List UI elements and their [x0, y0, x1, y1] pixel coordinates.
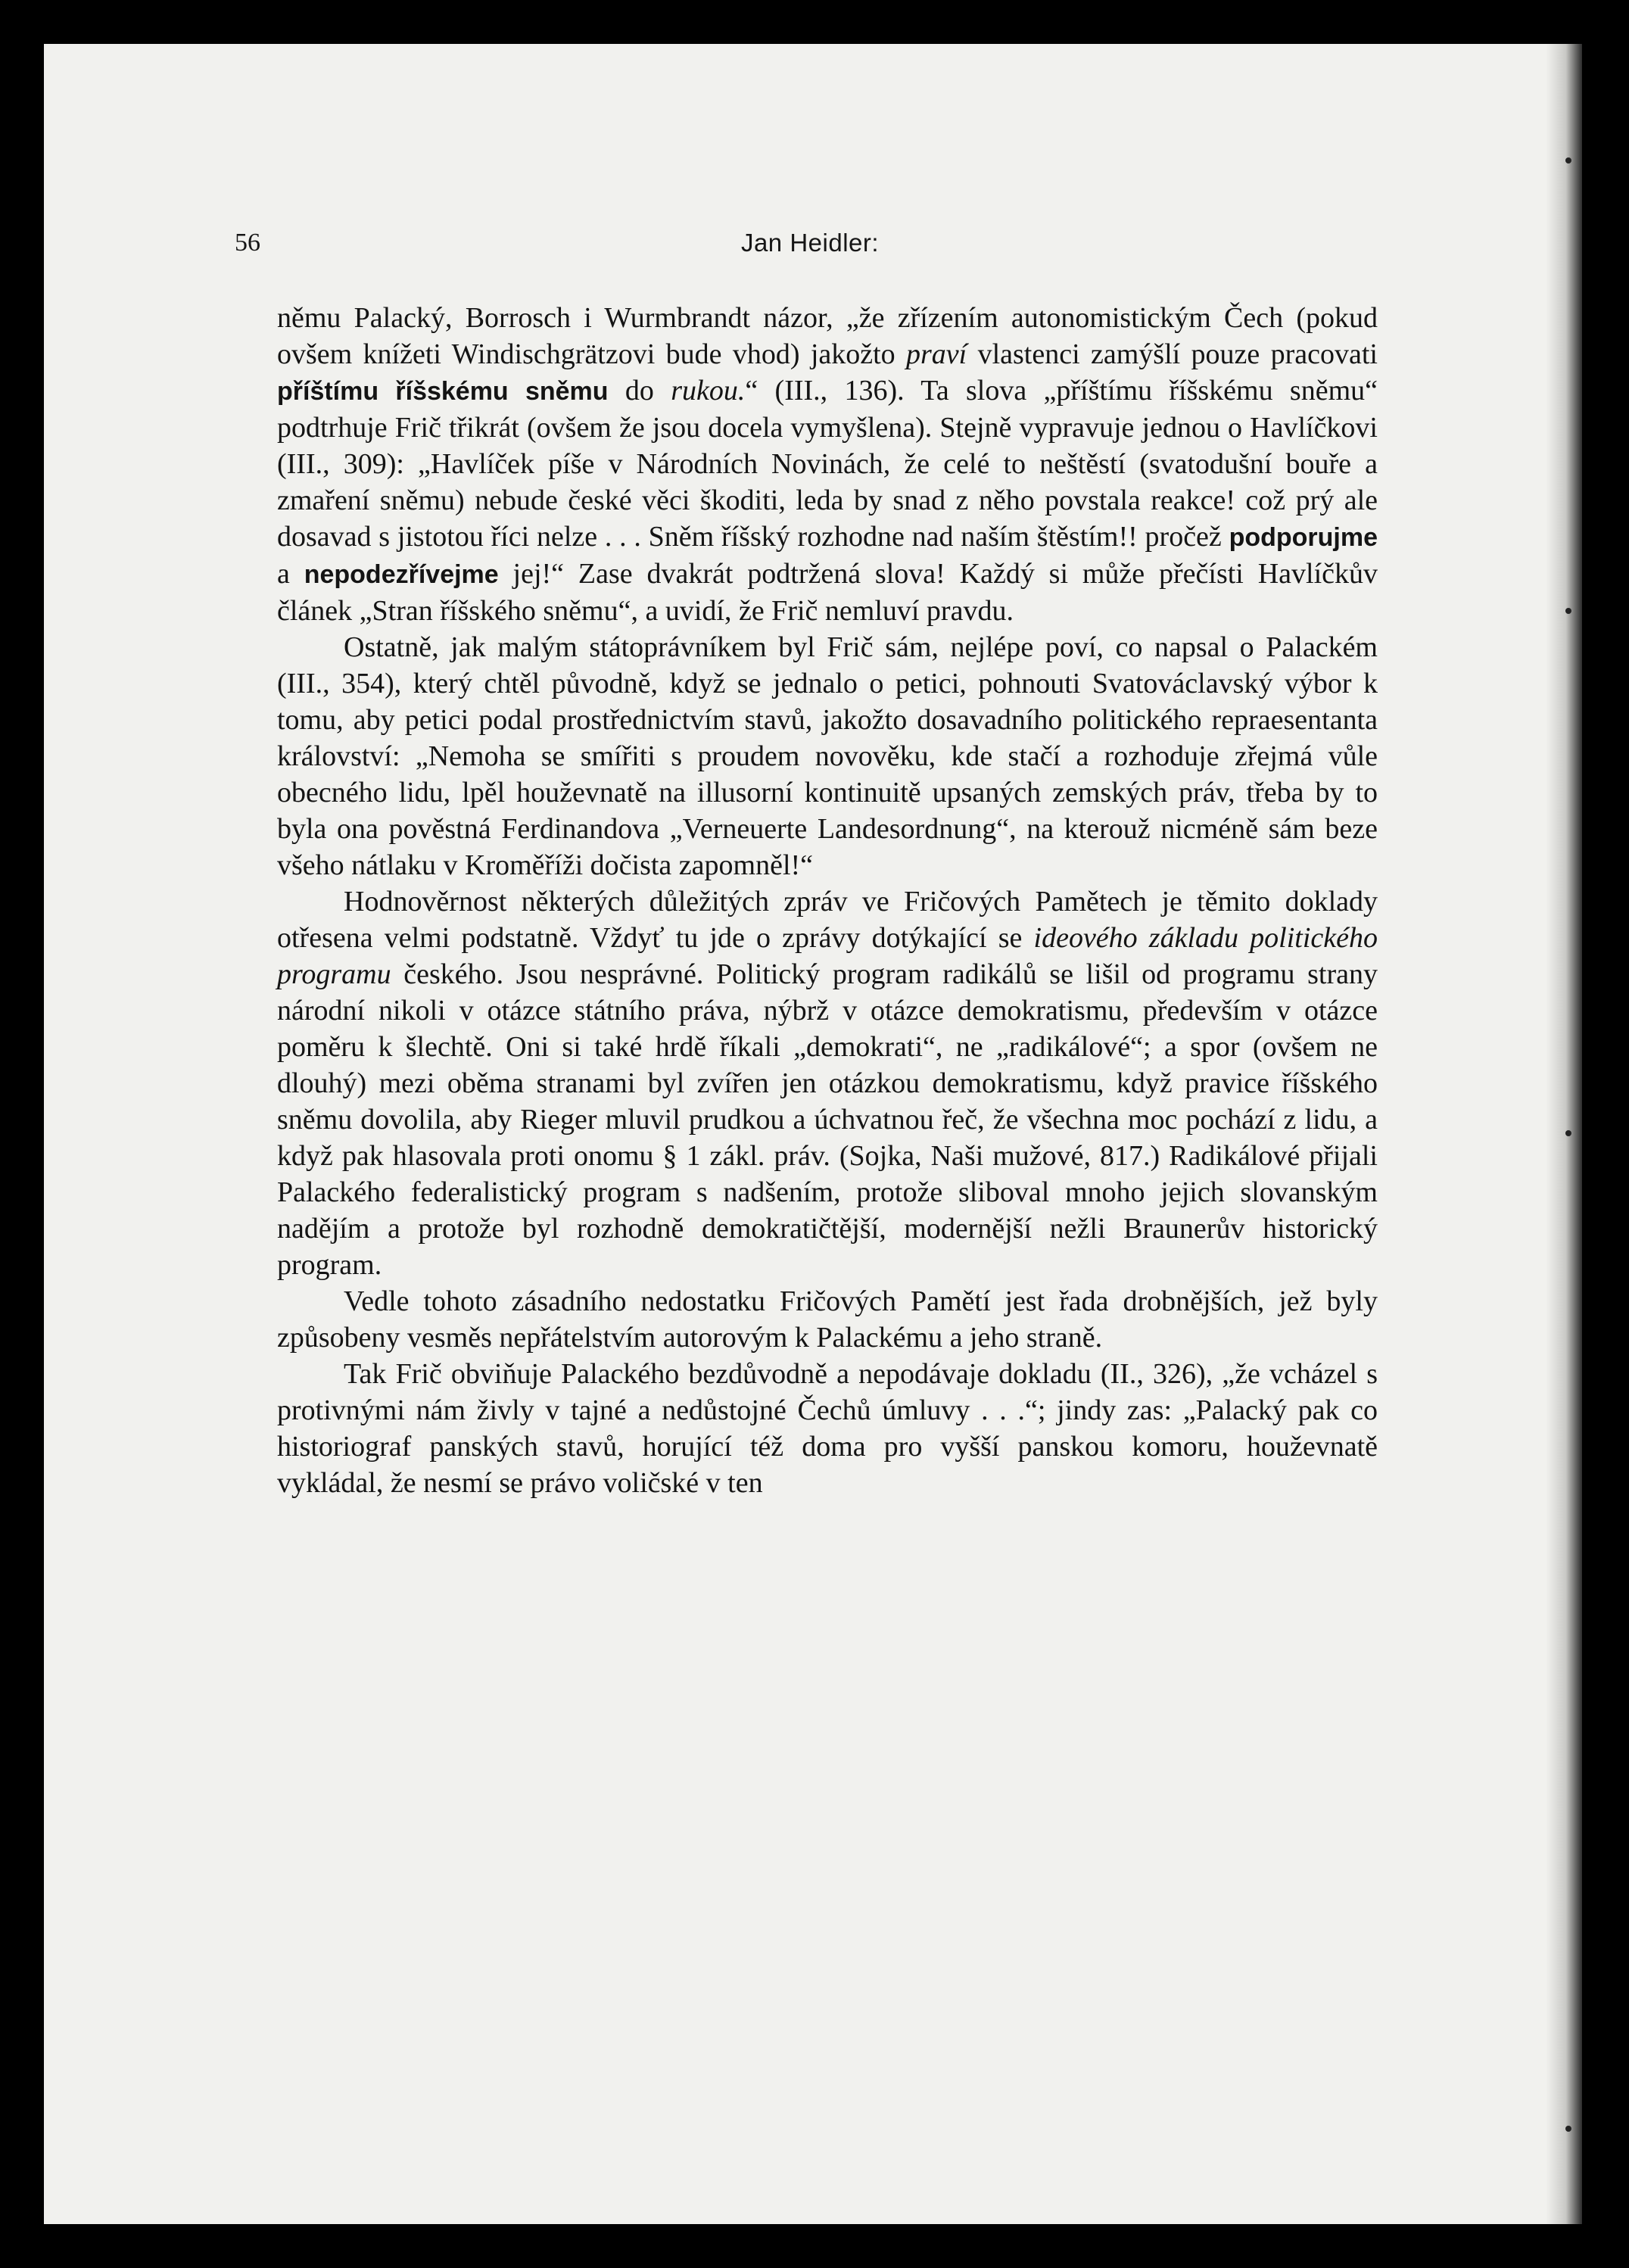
- scan-speck: [1565, 1130, 1571, 1136]
- italic-text: ideového základu politického programu: [277, 922, 1378, 990]
- body-text: [277, 300, 1378, 1501]
- text-run: do: [608, 375, 671, 407]
- page-number: 56: [235, 229, 260, 257]
- emphasized-bold-text: nepodezřívejme: [304, 560, 499, 589]
- scan-speck: [1565, 608, 1571, 614]
- text-run: a: [277, 558, 304, 590]
- text-run: Vedle tohoto zásadního nedostatku Fričových Pamětí jest řada drobnějších, jež byly způsobeny vesměs nepřátelstvím autorovým k Palackému a jeho straně.: [277, 1285, 1378, 1354]
- emphasized-bold-text: příštímu říšskému sněmu: [277, 377, 609, 406]
- text-run: “ (III., 136). Ta slova „příštímu říšskému sněmu“ podtrhuje Frič třikrát (ovšem že jsou docela vymyšlena). Stejně vypravuje jednou o Havlíčkovi (III., 309): „Havlíček píše v Národních Novinách, že celé to neštěstí (svatodušní bouře a zmaření sněmu) nebude české věci škoditi, leda by snad z něho povstala reakce! což prý ale dosavad s jistotou říci nelze . . . Sněm říšský rozhodne nad naším štěstím!! pročež: [277, 375, 1378, 553]
- italic-text: praví: [906, 338, 967, 370]
- text-run: němu Palacký, Borrosch i Wurmbrandt názor, „že zřízením autonomistickým Čech (pokud ovšem knížeti Windischgrätzovi bude vhod) jakožto: [277, 302, 1378, 370]
- running-title: Jan Heidler:: [740, 229, 880, 257]
- text-run: Tak Frič obviňuje Palackého bezdůvodně a nepodávaje dokladu (II., 326), „že vcházel s protivnými nám živly v tajné a nedůstojné Čechů úmluvy . . .“; jindy zas: „Palacký pak co historiograf panských stavů, horující též doma pro vyšší panskou komoru, houževnatě vykládal, že nesmí se právo voličské v ten: [277, 1358, 1378, 1499]
- page-edge-shadow: [1546, 44, 1582, 2224]
- italic-text: rukou.: [671, 375, 746, 407]
- paragraph: [277, 629, 1378, 883]
- scan-speck: [1565, 157, 1571, 164]
- text-run: vlastenci zamýšlí pouze pracovati: [967, 338, 1378, 370]
- paragraph: [277, 1356, 1378, 1501]
- text-run: jej!“ Zase dvakrát podtržená slova! Každý si může přečísti Havlíčkův článek „Stran říšského sněmu“, a uvidí, že Frič nemluví pravdu.: [277, 558, 1378, 627]
- paragraph: [277, 883, 1378, 1283]
- emphasized-bold-text: podporujme: [1229, 523, 1378, 552]
- page-header: [235, 229, 1385, 274]
- text-run: Hodnověrnost některých důležitých zpráv ve Fričových Pamětech je těmito doklady otřesena velmi podstatně. Vždyť tu jde o zprávy dotýkající se: [277, 886, 1378, 954]
- paragraph: [277, 1283, 1378, 1356]
- text-run: českého. Jsou nesprávné. Politický program radikálů se lišil od programu strany národní nikoli v otázce státního práva, nýbrž v otázce demokratismu, především v otázce poměru k šlechtě. Oni si také hrdě říkali „demokrati“, ne „radikálové“; a spor (ovšem ne dlouhý) mezi oběma stranami byl zvířen jen otázkou demokratismu, když pravice říšského sněmu dovolila, aby Rieger mluvil prudkou a úchvatnou řeč, že všechna moc pochází z lidu, a když pak hlasovala proti onomu § 1 zákl. práv. (Sojka, Naši mužové, 817.) Radikálové přijali Palackého federalistický program s nadšením, protože sliboval mnoho jejich slovanským nadějím a protože byl rozhodně demokratičtější, modernější nežli Braunerův historický program.: [277, 958, 1378, 1281]
- scan-speck: [1565, 2126, 1571, 2132]
- paragraph: [277, 300, 1378, 629]
- text-run: Ostatně, jak malým státoprávníkem byl Frič sám, nejlépe poví, co napsal o Palackém (III., 354), který chtěl původně, když se jednalo o petici, pohnouti Svatováclavský výbor k tomu, aby petici podal prostřednictvím stavů, jakožto dosavadního politického repraesentanta království: „Nemoha se smířiti s proudem novověku, kde stačí a rozhoduje zřejmá vůle obecného lidu, lpěl houževnatě na illusorní kontinuitě upsaných zemských práv, třeba by to byla ona pověstná Ferdinandova „Verneuerte Landesordnung“, na kterouž nicméně sám beze všeho nátlaku v Kroměříži dočista zapomněl!“: [277, 631, 1378, 881]
